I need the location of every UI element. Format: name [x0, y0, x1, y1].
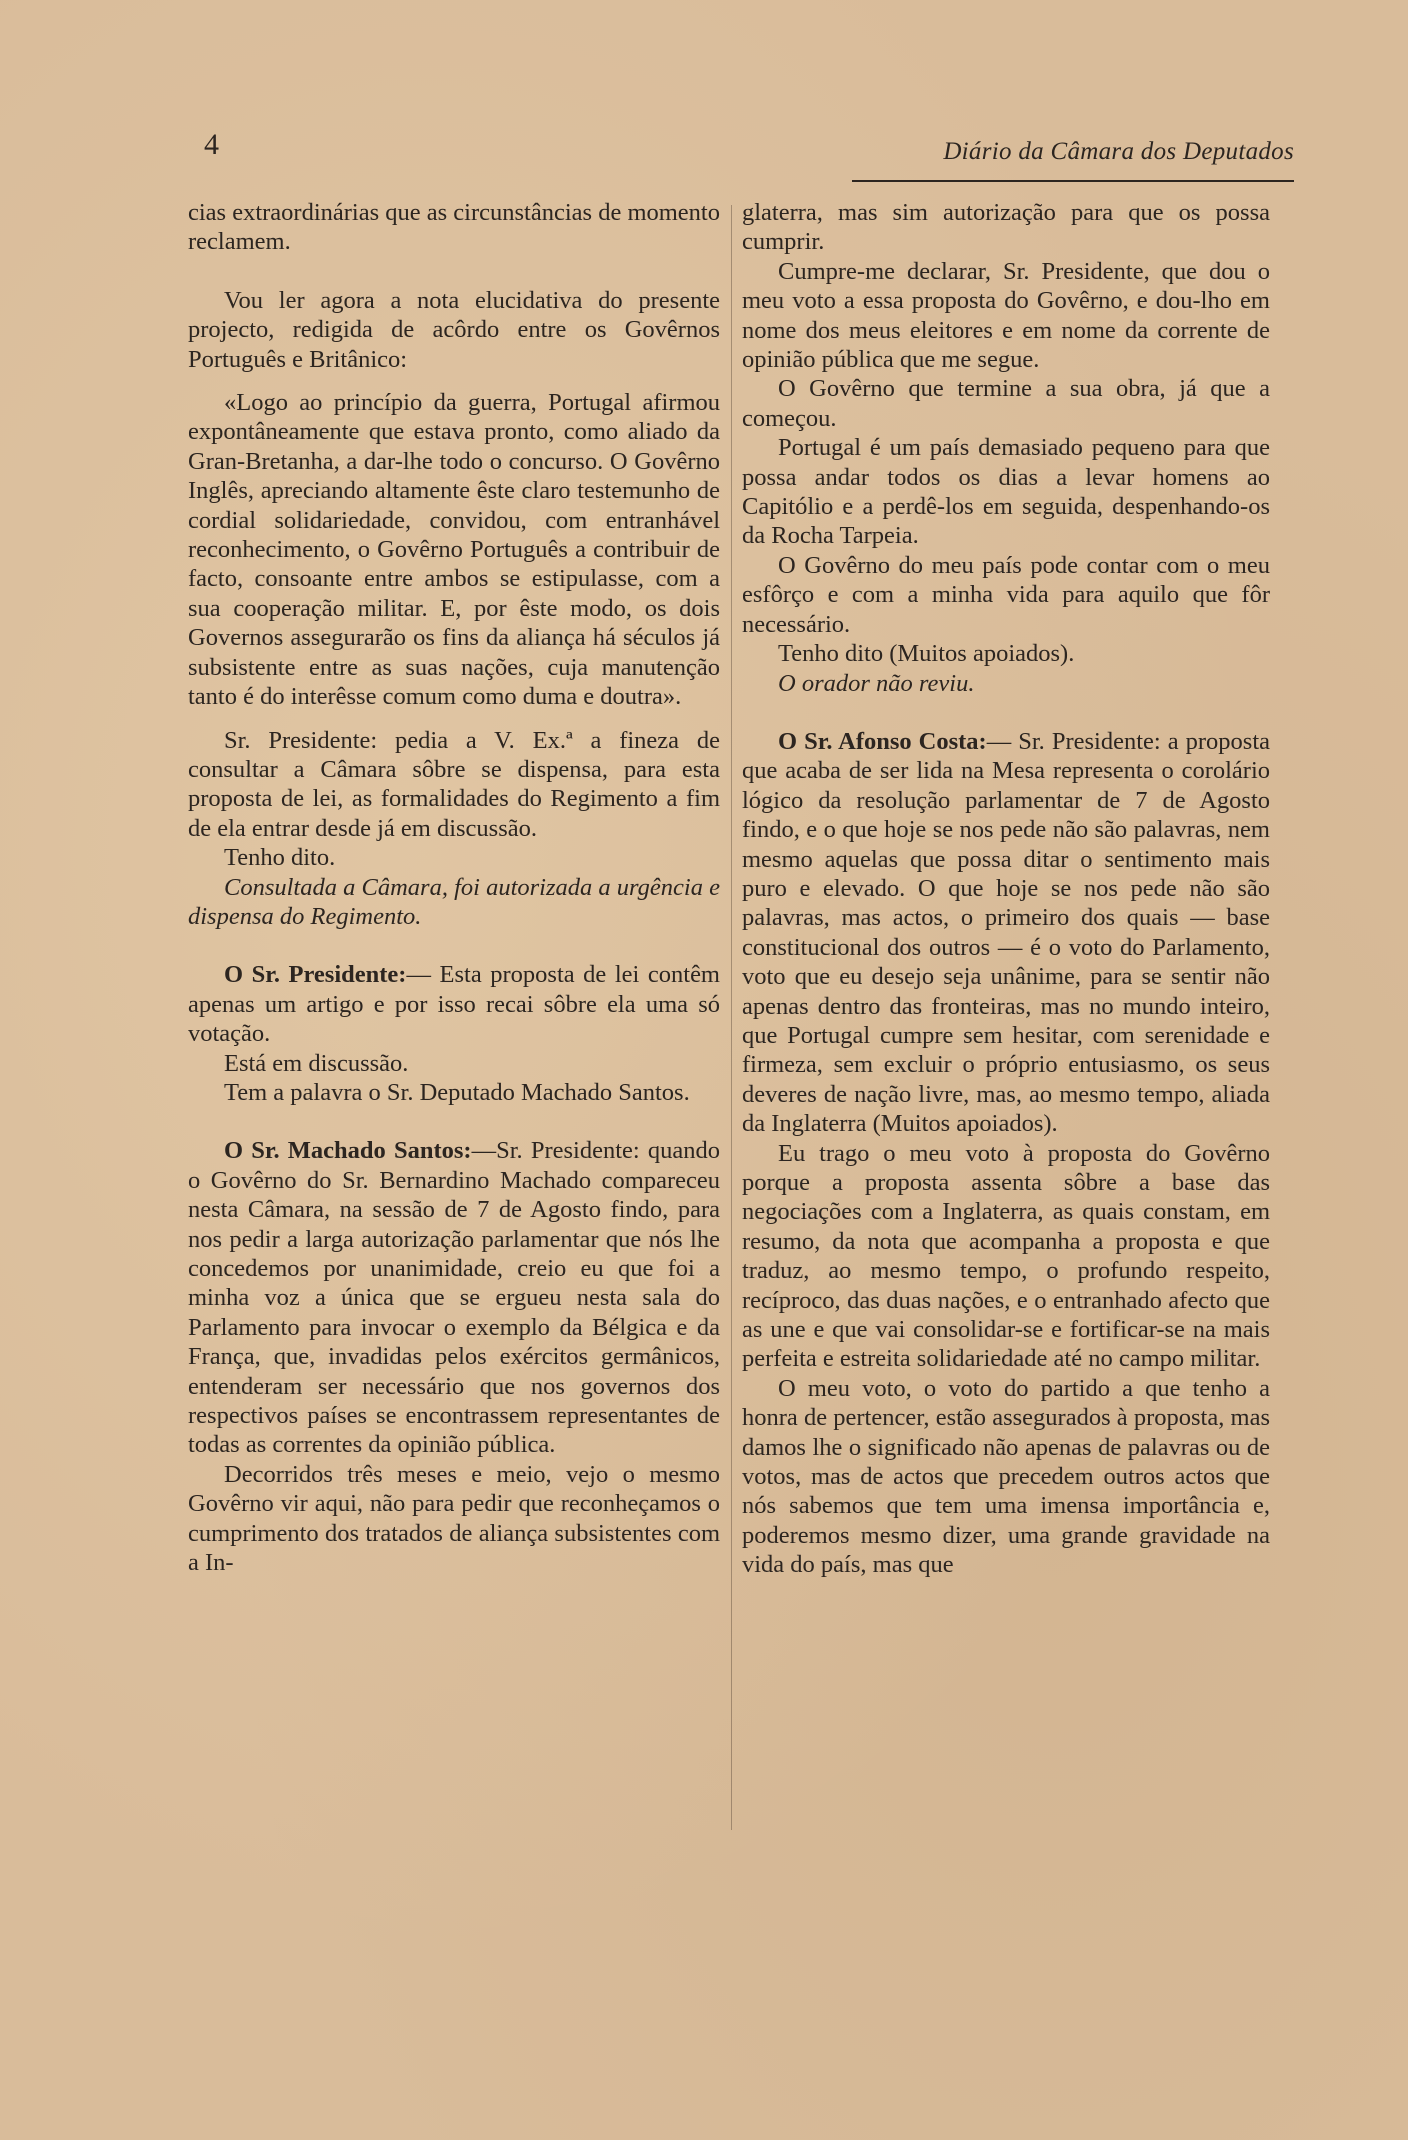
speech-text: —Sr. Presidente: quando o Govêrno do Sr. Bernardino Machado compareceu nesta Câmara, na sessão de 7 de Agosto findo, para nos pedir a larga autorização parlamentar que nós lhe concedemos por unanimidade, creio eu que foi a minha voz a única que se ergueu nesta sala do Parlamento para invocar o exemplo da Bélgica e da França, que, invadidas pelos exércitos germânicos, entenderam ser necessário que nos governos dos respectivos países se encontrassem representantes de todas as correntes da opinião pública.	[188, 1137, 721, 1459]
paragraph: Sr. Presidente: pedia a V. Ex.ª a fineza de consultar a Câmara sôbre se dispensa, para esta proposta de lei, as formalidades do Regimento a fim de ela entrar desde já em discussão.	[188, 726, 720, 842]
procedural-note: O orador não reviu.	[778, 669, 975, 697]
running-head-title: Diário da Câmara dos Deputados	[943, 138, 1294, 165]
paragraph: Tem a palavra o Sr. Deputado Machado Santos.	[224, 1078, 690, 1106]
right-column	[742, 198, 1270, 1580]
paragraph: Está em discussão.	[224, 1049, 409, 1077]
paragraph: O Govêrno que termine a sua obra, já que a começou.	[742, 375, 1270, 432]
paragraph: Cumpre-me declarar, Sr. Presidente, que dou o meu voto a essa proposta do Govêrno, e dou-lho em nome dos meus eleitores e em nome da corrente de opinião pública que me segue.	[742, 257, 1270, 374]
header-rule	[852, 180, 1294, 182]
speech-text: — Esta proposta de lei contêm apenas um artigo e por isso recai sôbre ela uma só votação.	[188, 961, 720, 1048]
paragraph: Vou ler agora a nota elucidativa do presente projecto, redigida de acôrdo entre os Govêrnos Português e Britânico:	[188, 286, 720, 373]
speech-paragraph	[188, 1136, 720, 1459]
paragraph: Decorridos três meses e meio, vejo o mesmo Govêrno vir aqui, não para pedir que reconheçamos o cumprimento dos tratados de aliança subsistentes com a In-	[188, 1460, 720, 1577]
speech-paragraph	[188, 960, 720, 1048]
paragraph: cias extraordinárias que as circunstâncias de momento reclamem.	[188, 199, 720, 256]
paragraph: Portugal é um país demasiado pequeno para que possa andar todos os dias a levar homens ao Capitólio e a perdê-los em seguida, despenhando-os da Rocha Tarpeia.	[742, 434, 1270, 550]
speech-text: — Sr. Presidente: a proposta que acaba de ser lida na Mesa representa o corolário lógico da resolução parlamentar de 7 de Agosto findo, e o que hoje se nos pede não são palavras, nem mesmo aquelas que possa ditar o sentimento mais puro e elevado. O que hoje se nos pede não são palavras, mas actos, o primeiro dos quais — base constitucional dos outros — é o voto do Parlamento, voto que eu desejo seja unânime, para se sentir não apenas dentro das fronteiras, mas no mundo inteiro, que Portugal cumpre sem hesitar, com serenidade e firmeza, sem excluir o próprio entusiasmo, os seus deveres de nação livre, mas, ao mesmo tempo, aliada da Inglaterra (Muitos apoiados).	[742, 727, 1270, 1138]
left-column	[188, 198, 720, 1577]
paragraph: Eu trago o meu voto à proposta do Govêrno porque a proposta assenta sôbre a base das negociações com a Inglaterra, as quais constam, em resumo, da nota que acompanha a proposta e que traduz, ao mesmo tempo, o profundo respeito, recíproco, das duas nações, e o entranhado afecto que as une e que vai consolidar-se e fortificar-se na mais perfeita e estreita solidariedade até no campo militar.	[742, 1139, 1270, 1373]
speech-paragraph	[742, 727, 1270, 1139]
speaker-name: O Sr. Machado Santos:	[224, 1137, 472, 1165]
page-number: 4	[204, 128, 219, 161]
paragraph: glaterra, mas sim autorização para que os possa cumprir.	[742, 199, 1270, 256]
column-divider	[731, 205, 732, 1830]
procedural-note: Consultada a Câmara, foi autorizada a urgência e dispensa do Regimento.	[188, 873, 720, 930]
paragraph: Tenho dito (Muitos apoiados).	[778, 640, 1075, 668]
speaker-name: O Sr. Presidente:	[224, 961, 407, 989]
paragraph: Tenho dito.	[224, 844, 336, 872]
speaker-name: O Sr. Afonso Costa:	[778, 727, 987, 755]
paragraph: O Govêrno do meu país pode contar com o meu esfôrço e com a minha vida para aquilo que fôr necessário.	[742, 551, 1270, 638]
paragraph: O meu voto, o voto do partido a que tenho a honra de pertencer, estão assegurados à proposta, mas damos lhe o significado não apenas de palavras ou de votos, mas de actos que precedem outros actos que nós sabemos que tem uma imensa importância e, poderemos mesmo dizer, uma grande gravidade na vida do país, mas que	[742, 1374, 1270, 1579]
quoted-note: «Logo ao princípio da guerra, Portugal afirmou expontâneamente que estava pronto, como aliado da Gran-Bretanha, a dar-lhe todo o concurso. O Govêrno Inglês, apreciando altamente êste claro testemunho de cordial solidariedade, convidou, com entranhável reconhecimento, o Govêrno Português a contribuir de facto, consoante entre ambos se estipulasse, com a sua cooperação militar. E, por êste modo, os dois Governos assegurarão os fins da aliança há séculos já subsistente entre as suas nações, cuja manutenção tanto é do interêsse comum como duma e doutra».	[188, 389, 720, 711]
